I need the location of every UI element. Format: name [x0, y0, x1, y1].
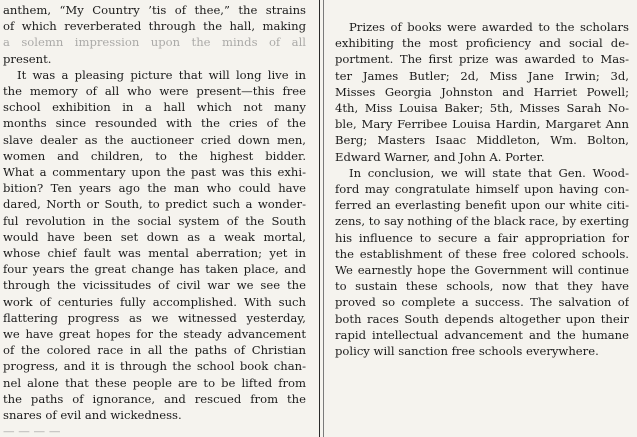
text-line: would have been set down as a weak mortal,	[3, 229, 306, 244]
text-line: snares of evil and wickedness.	[3, 408, 182, 423]
text-line: policy will sanction free schools everywhere.	[335, 344, 599, 359]
text-line: Berg; Masters Isaac Middleton, Wm. Bolton,	[335, 133, 629, 148]
text-line: It was a pleasing picture that will long live in	[17, 67, 306, 82]
text-line: months since resounded with the cries of the	[3, 116, 306, 131]
text-line: bition? Ten years ago the man who could have	[3, 181, 306, 196]
text-line: exhibiting the most proficiency and social de-	[335, 36, 629, 51]
text-line: slave dealer as the auctioneer cried down men,	[3, 132, 306, 147]
text-line: we have great hopes for the steady advancement	[3, 327, 306, 342]
column-divider-inner	[323, 0, 324, 437]
text-line: work of centuries fully accomplished. With such	[3, 294, 306, 309]
text-line: both races South depends altogether upon their	[335, 311, 629, 326]
text-line: — — — —	[3, 424, 61, 437]
text-line: What a commentary upon the past was this exhi-	[3, 165, 306, 180]
text-line: a solemn impression upon the minds of all	[3, 35, 306, 50]
text-line: Misses Georgia Johnston and Harriet Powell;	[335, 84, 629, 99]
text-line: rapid intellectual advancement and the humane	[335, 327, 629, 342]
text-line: portment. The first prize was awarded to Mas-	[335, 52, 629, 67]
text-line: flattering progress as we witnessed yesterday,	[3, 310, 306, 325]
text-line: anthem, “My Country ’tis of thee,” the strains	[3, 3, 306, 17]
text-line: four years the great change has taken place, and	[3, 262, 306, 277]
text-line: his influence to secure a fair appropriation for	[335, 230, 629, 245]
column-divider	[319, 0, 320, 437]
text-line: We earnestly hope the Government will continue	[335, 263, 629, 278]
text-line: of the colored race in all the paths of Christian	[3, 343, 306, 358]
text-line: 4th, Miss Louisa Baker; 5th, Misses Sarah No-	[335, 101, 629, 116]
text-line: progress, and it is through the school book chan-	[3, 359, 306, 374]
text-line: the paths of ignorance, and rescued from the	[3, 391, 306, 406]
text-line: the establishment of these free colored schools.	[335, 246, 629, 261]
text-line: ferred an everlasting benefit upon our white citi-	[335, 198, 629, 213]
text-line: of which reverberated through the hall, making	[3, 19, 306, 34]
text-line: nel alone that these people are to be lifted from	[3, 375, 306, 390]
text-line: In conclusion, we will state that Gen. Wood-	[349, 165, 629, 180]
text-line: dared, North or South, to predict such a wonder-	[3, 197, 306, 212]
text-line: proved so complete a success. The salvation of	[335, 295, 629, 310]
text-line: the memory of all who were present—this free	[3, 84, 306, 99]
text-line: Prizes of books were awarded to the scholars	[349, 20, 629, 34]
text-line: ful revolution in the social system of the South	[3, 213, 306, 228]
text-line: whose chief fault was mental aberration; yet in	[3, 246, 306, 261]
text-line: women and children, to the highest bidder.	[3, 148, 306, 163]
text-line: to sustain these schools, now that they have	[335, 279, 629, 294]
text-line: ter James Butler; 2d, Miss Jane Irwin; 3d,	[335, 68, 629, 83]
text-line: present.	[3, 51, 52, 66]
text-line: through the vicissitudes of civil war we see the	[3, 278, 306, 293]
text-line: ford may congratulate himself upon having con-	[335, 182, 629, 197]
text-line: ble, Mary Ferribee Louisa Hardin, Margaret Ann	[335, 117, 629, 132]
text-line: school exhibition in a hall which not many	[3, 100, 306, 115]
right-column	[327, 0, 633, 437]
text-line: zens, to say nothing of the black race, by exerting	[335, 214, 629, 229]
text-line: Edward Warner, and John A. Porter.	[335, 149, 545, 164]
left-column	[0, 0, 312, 437]
